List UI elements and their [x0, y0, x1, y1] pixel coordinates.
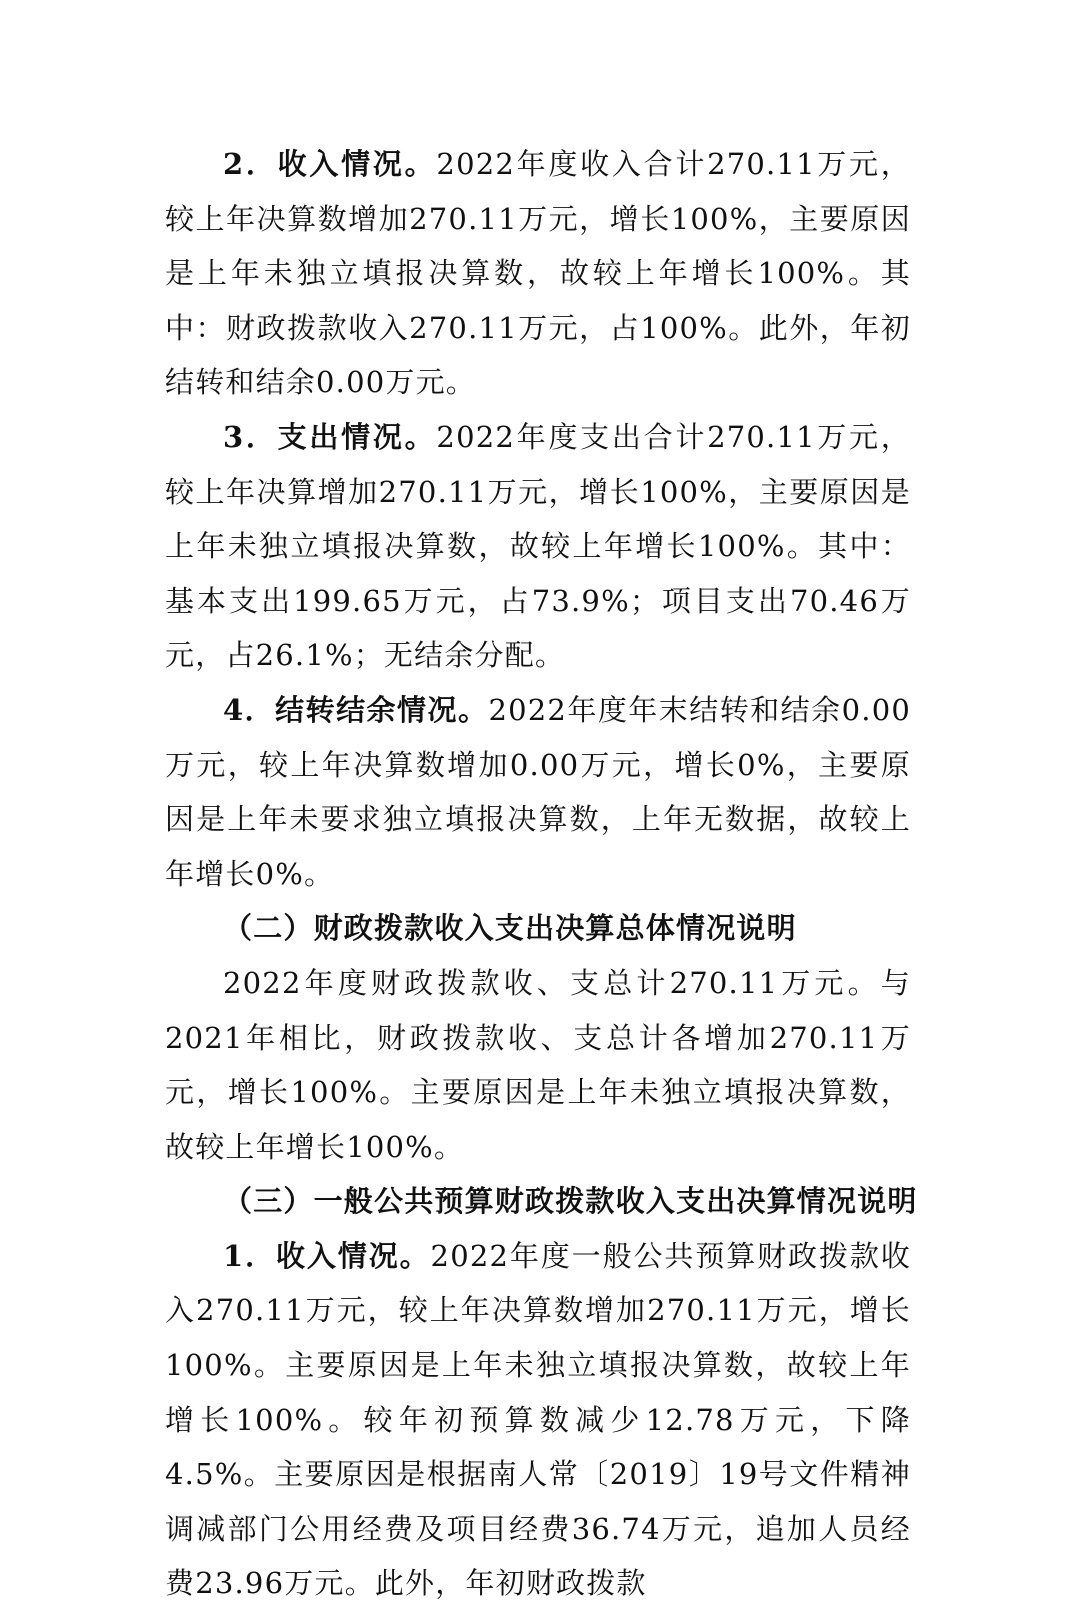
expenditure-text: 2022年度支出合计270.11万元，较上年决算增加270.11万元，增长100%，主要原因是上年未独立填报决算数，故较上年增长100%。其中：基本支出199.65万元，占73.9%；项目支出70.46万元，占26.1%；无结余分配。: [165, 419, 911, 673]
section3-income-text: 2022年度一般公共预算财政拨款收入270.11万元，较上年决算数增加270.11万元，增长100%。主要原因是上年未独立填报决算数，故较上年增长100%。较年初预算数减少12.78万元，下降4.5%。主要原因是根据南人常〔2019〕19号文件精神调减部门公用经费及项目经费36.74万元，追加人员经费23.96万元。此外，年初财政拨款: [165, 1238, 911, 1601]
income-text: 2022年度收入合计270.11万元，较上年决算数增加270.11万元，增长100%，主要原因是上年未独立填报决算数，故较上年增长100%。其中：财政拨款收入270.11万元，占100%。此外，年初结转和结余0.00万元。: [165, 147, 911, 400]
section3-income-lead: 1．收入情况。: [223, 1238, 431, 1273]
section3-heading: （三）一般公共预算财政拨款收入支出决算情况说明: [223, 1184, 918, 1219]
carryover-text: 2022年度年末结转和结余0.00万元，较上年决算数增加0.00万元，增长0%，主要原因是上年未要求独立填报决算数，上年无数据，故较上年增长0%。: [165, 692, 911, 891]
carryover-paragraph: [165, 683, 911, 901]
income-lead: 2．收入情况。: [223, 147, 437, 181]
expenditure-lead: 3．支出情况。: [223, 419, 437, 454]
income-paragraph: [165, 137, 911, 410]
expenditure-paragraph: [165, 410, 911, 683]
section3-income-paragraph: [165, 1229, 911, 1611]
section2-paragraph: 2022年度财政拨款收、支总计270.11万元。与2021年相比，财政拨款收、支总计各增加270.11万元，增长100%。主要原因是上年未独立填报决算数，故较上年增长100%。: [165, 965, 911, 1164]
section2-heading: （二）财政拨款收入支出决算总体情况说明: [223, 911, 797, 946]
carryover-lead: 4．结转结余情况。: [223, 692, 489, 727]
document-page: [165, 137, 918, 1611]
